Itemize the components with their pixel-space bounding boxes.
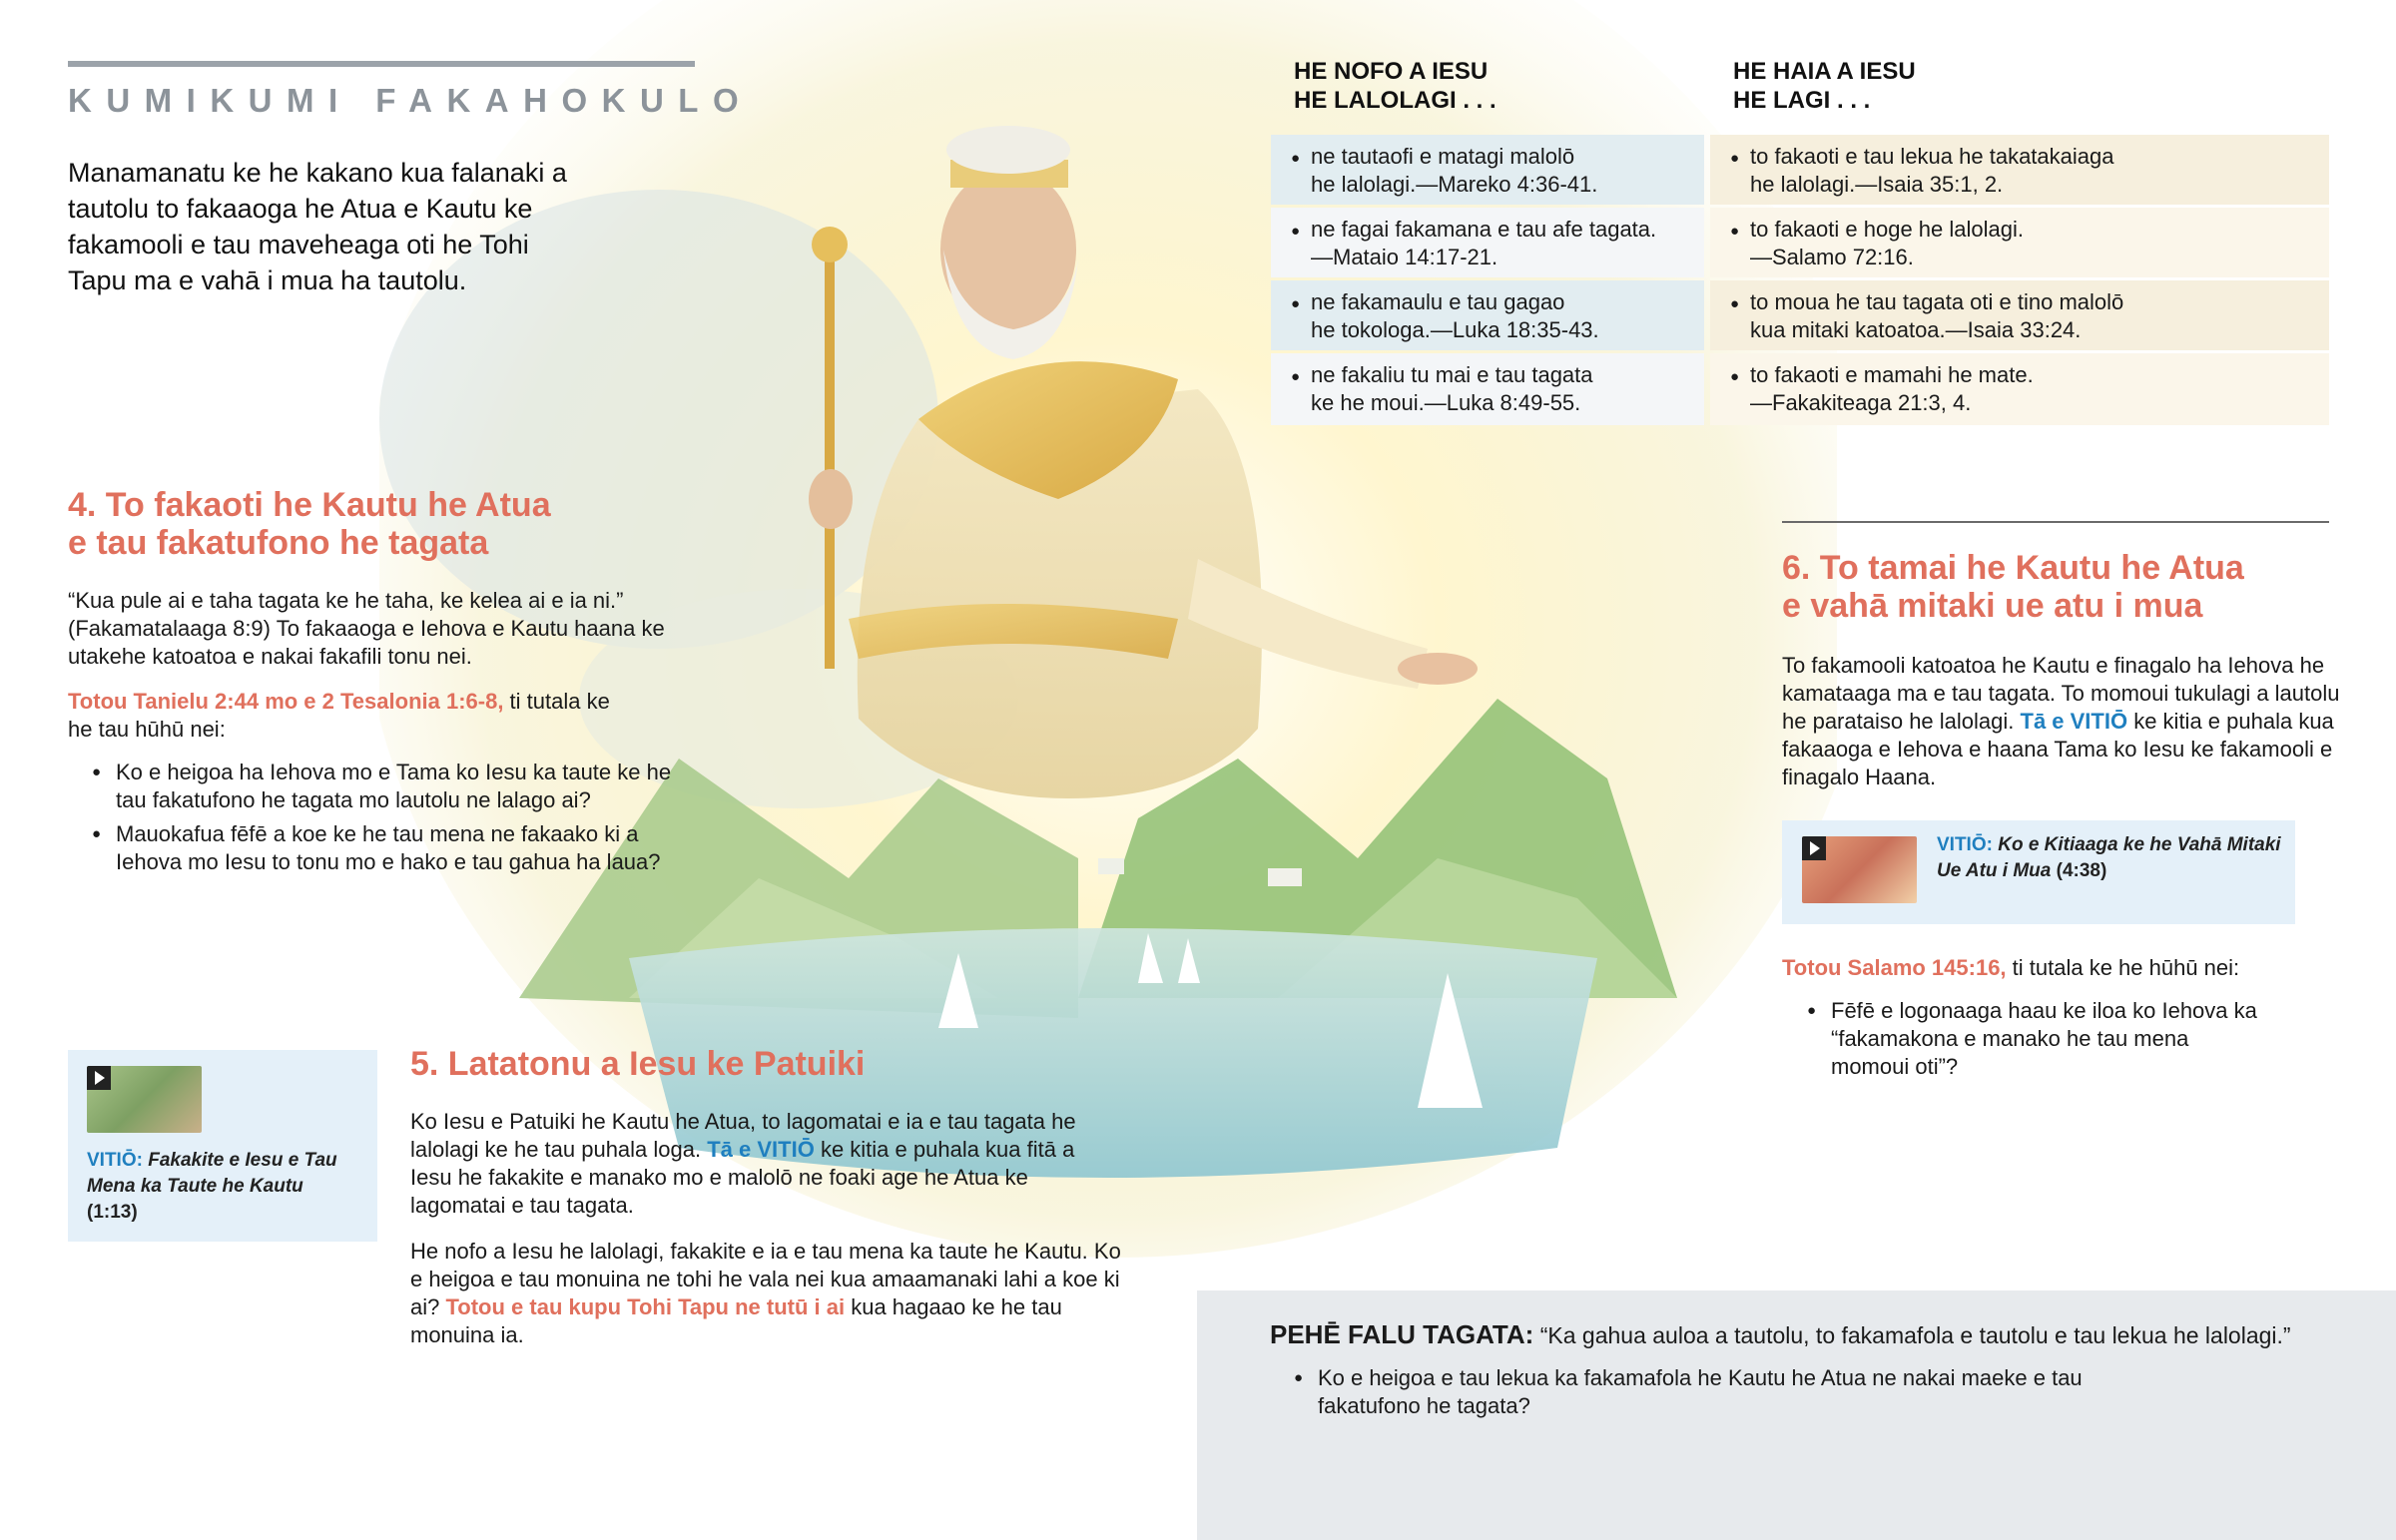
table-left-header: [1294, 57, 1497, 115]
others-say-questions: [1294, 1364, 2112, 1426]
video-label: VITIŌ:: [87, 1150, 143, 1171]
video-title[interactable]: Ko e Kitiaaga ke he Vahā Mitaki Ue Atu i Mua: [1937, 834, 2281, 881]
section-6-text: To fakamooli katoatoa he Kautu e finagalo ha Iehova he kamataaga ma e tau tagata. To momoui tukulagi a lautolu he parataiso he lalolagi.: [1782, 653, 2340, 734]
section-5-paragraph-2: [410, 1238, 1129, 1349]
video-duration: (4:38): [2051, 860, 2107, 881]
row-text: he tokologa.—Luka 18:35-43.: [1311, 317, 1599, 342]
section-5-p1-text: Ko Iesu e Patuiki he Kautu he Atua, to lagomatai e ia e tau tagata he lalolagi ke he tau puhala loga.: [410, 1109, 1076, 1162]
row-text: —Salamo 72:16.: [1750, 245, 1914, 269]
section-6-divider: [1782, 521, 2329, 523]
section-6-reading: [1782, 954, 2341, 982]
table-left-row: [1271, 208, 1704, 277]
video-thumbnail[interactable]: [87, 1066, 202, 1133]
row-text: he lalolagi.—Mareko 4:36-41.: [1311, 172, 1598, 197]
section-5-p2-text-cont: kua hagaao ke he tau monuina ia.: [410, 1294, 1062, 1347]
video-title[interactable]: Fakakite e Iesu e Tau Mena ka Taute he Kautu: [87, 1150, 337, 1197]
video-caption: [87, 1148, 356, 1226]
others-say-quote: “Ka gahua auloa a tautolu, to fakamafola e tautolu e tau lekua he lalolagi.”: [1533, 1322, 2291, 1348]
table-left-row: [1271, 353, 1704, 425]
row-text: ● ne tautaofi e matagi malolō: [1311, 144, 1575, 169]
table-right-row: [1710, 135, 2329, 205]
play-icon[interactable]: [1802, 836, 1826, 860]
row-text: he lalolagi.—Isaia 35:1, 2.: [1750, 172, 2004, 197]
row-text: ● to moua he tau tagata oti e tino malolō: [1750, 289, 2124, 314]
video-label: VITIŌ:: [1937, 834, 1993, 855]
section-5-title: 5. Latatonu a Iesu ke Patuiki: [410, 1045, 866, 1083]
table-left-header-line1: HE NOFO A IESU: [1294, 58, 1489, 85]
others-say-label: PEHĒ FALU TAGATA:: [1270, 1319, 1534, 1349]
video-caption: [1937, 832, 2281, 884]
section-6-title-line1: 6. To tamai he Kautu he Atua: [1782, 549, 2244, 587]
section-5-p1-text-cont: ke kitia e puhala kua fitā a Iesu he fakakite e manako mo e malolō ne foaki age he Atua ke lagomatai e tau tagata.: [410, 1137, 1075, 1218]
section-4-title-line1: 4. To fakaoti he Kautu he Atua: [68, 486, 551, 524]
section-6-title-line2: e vahā mitaki ue atu i mua: [1782, 587, 2203, 625]
section-4-reading: [68, 688, 627, 744]
section-5-scripture-link[interactable]: Totou e tau kupu Tohi Tapu ne tutū i ai: [445, 1294, 846, 1319]
table-right-row: [1710, 280, 2329, 350]
intro-text: Manamanatu ke he kakano kua falanaki a tautolu to fakaaoga he Atua e Kautu ke fakamooli e tau maveheaga oti he Tohi Tapu ma e vahā i mua ha tautolu.: [68, 158, 567, 295]
row-text: kua mitaki katoatoa.—Isaia 33:24.: [1750, 317, 2082, 342]
video-card-future[interactable]: [1782, 820, 2295, 924]
play-icon[interactable]: [87, 1066, 111, 1090]
section-4-scripture-ref[interactable]: Totou Tanielu 2:44 mo e 2 Tesalonia 1:6-8,: [68, 689, 504, 714]
table-left-row: [1271, 135, 1704, 205]
page-title: KUMIKUMI FAKAHOKULO: [68, 82, 754, 119]
section-6-question: ● Fēfē e logonaaga haau ke iloa ko Iehova ka “fakamakona e manako he tau mena momoui oti”?: [1807, 997, 2266, 1081]
row-text: —Mataio 14:17-21.: [1311, 245, 1498, 269]
table-left-header-line2: HE LALOLAGI . . .: [1294, 87, 1497, 114]
video-card-jesus-kingdom[interactable]: [68, 1050, 377, 1242]
row-text: —Fakakiteaga 21:3, 4.: [1750, 390, 1972, 415]
header-rule: [68, 61, 695, 67]
others-say-question: ● Ko e heigoa e tau lekua ka fakamafola he Kautu he Atua ne nakai maeke e tau fakatufono he tagata?: [1294, 1364, 2112, 1420]
others-say-statement: [1270, 1319, 2368, 1350]
section-5-p2-text: He nofo a Iesu he lalolagi, fakakite e ia e tau mena ka taute he Kautu. Ko e heigoa e tau monuina ne tohi he vala nei kua amaamanaki lahi a koe ki ai?: [410, 1239, 1121, 1319]
table-right-row: [1710, 208, 2329, 277]
section-6-questions: [1807, 997, 2266, 1087]
video-duration: (1:13): [87, 1202, 138, 1223]
section-6-title: [1782, 549, 2341, 625]
row-text: ● to fakaoti e mamahi he mate.: [1750, 362, 2034, 387]
watch-video-link[interactable]: Tā e VITIŌ: [707, 1137, 815, 1162]
section-6-scripture-ref[interactable]: Totou Salamo 145:16,: [1782, 955, 2007, 980]
video-thumbnail[interactable]: [1802, 836, 1917, 903]
table-right-row: [1710, 353, 2329, 425]
section-5-paragraph-1: [410, 1108, 1109, 1220]
row-text: ● ne fagai fakamana e tau afe tagata.: [1311, 217, 1657, 242]
row-text: ● to fakaoti e tau lekua he takatakaiaga: [1750, 144, 2114, 169]
section-4-question: ● Mauokafua fēfē a koe ke he tau mena ne fakaako ki a Iehova mo Iesu to tonu mo e hako e tau gahua ha laua?: [92, 820, 701, 876]
table-right-header-line2: HE LAGI . . .: [1733, 87, 1871, 114]
section-6-reading-instruction: ti tutala ke he hūhū nei:: [2006, 955, 2240, 980]
section-4-title-line2: e tau fakatufono he tagata: [68, 524, 489, 562]
table-left-row: [1271, 280, 1704, 350]
section-4-title: [68, 486, 587, 562]
section-4-reading-instruction: ti tutala ke he tau hūhū nei:: [68, 689, 610, 742]
row-text: ● ne fakamaulu e tau gagao: [1311, 289, 1565, 314]
section-6-text-cont: ke kitia e puhala kua fakaaoga e Iehova e haana Tama ko Iesu ke fakamooli e finagalo Haana.: [1782, 709, 2334, 789]
row-text: ● ne fakaliu tu mai e tau tagata: [1311, 362, 1593, 387]
section-4-quote: “Kua pule ai e taha tagata ke he taha, ke kelea ai e ia ni.” (Fakamatalaaga 8:9) To fakaaoga e Iehova e Kautu haana ke utakehe katoatoa e nakai fakafili tonu nei.: [68, 588, 665, 669]
section-4-questions: [92, 759, 701, 882]
section-6-paragraph: [1782, 652, 2341, 791]
watch-video-link[interactable]: Tā e VITIŌ: [2020, 709, 2128, 734]
table-right-header-line1: HE HAIA A IESU: [1733, 58, 1916, 85]
row-text: ke he moui.—Luka 8:49-55.: [1311, 390, 1581, 415]
section-4-question: ● Ko e heigoa ha Iehova mo e Tama ko Iesu ka taute ke he tau fakatufono he tagata mo lautolu ne lalago ai?: [92, 759, 701, 814]
table-right-header: [1733, 57, 1916, 115]
row-text: ● to fakaoti e hoge he lalolagi.: [1750, 217, 2024, 242]
